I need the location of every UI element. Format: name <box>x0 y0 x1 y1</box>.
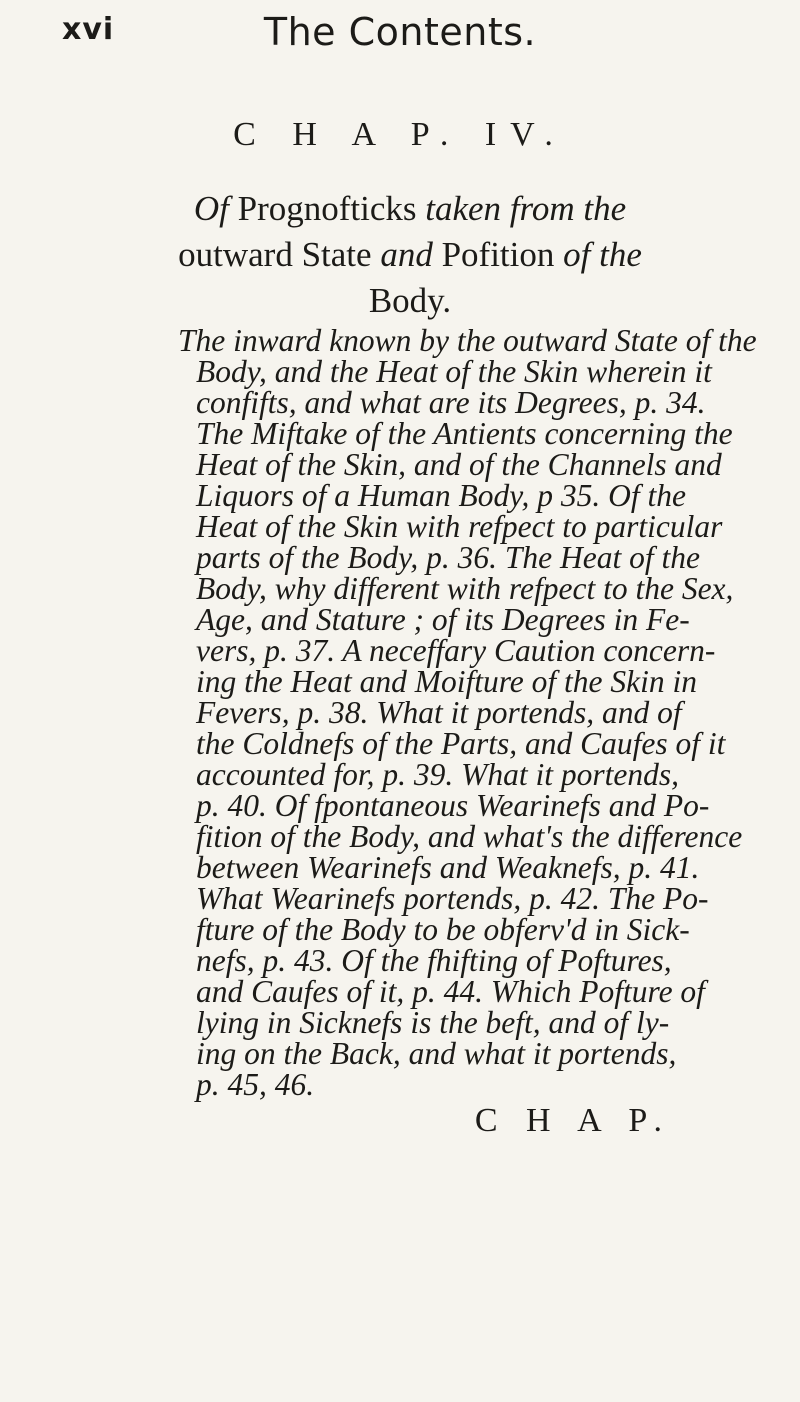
title-part: and <box>380 235 433 274</box>
title-part: Of <box>193 189 229 228</box>
summary-line: ing the Heat and Moifture of the Skin in <box>196 664 698 699</box>
summary-line: The Miftake of the Antients concerning the <box>196 416 733 451</box>
title-part: Prognofticks <box>228 189 426 228</box>
summary-line: The inward known by the outward State of the <box>178 323 757 358</box>
summary-line: between Wearinefs and Weaknefs, p. 41. <box>196 850 700 885</box>
title-part: taken from the <box>425 189 627 228</box>
summary-line: Heat of the Skin with refpect to particular <box>196 509 723 544</box>
summary-line: Body, why different with refpect to the Sex, <box>196 571 734 606</box>
summary-line: Body, and the Heat of the Skin wherein it <box>196 354 712 389</box>
summary-line: Fevers, p. 38. What it portends, and of <box>196 695 682 730</box>
summary-line: Age, and Stature ; of its Degrees in Fe- <box>196 602 690 637</box>
summary-line: Liquors of a Human Body, p 35. Of the <box>196 478 687 513</box>
summary-line: the Coldnefs of the Parts, and Caufes of it <box>196 726 726 761</box>
summary-line: fition of the Body, and what's the difference <box>196 819 743 854</box>
title-part: of the <box>563 235 642 274</box>
chapter-heading: C H A P. IV. <box>233 116 567 153</box>
summary-line: p. 45, 46. <box>196 1067 315 1102</box>
summary-line: Heat of the Skin, and of the Channels and <box>196 447 722 482</box>
summary-line: What Wearinefs portends, p. 42. The Po- <box>196 881 709 916</box>
chapter-title <box>150 186 670 324</box>
summary-line: parts of the Body, p. 36. The Heat of the <box>196 540 700 575</box>
page-folio: xvi <box>62 12 115 47</box>
summary-line: p. 40. Of fpontaneous Wearinefs and Po- <box>196 788 710 823</box>
summary-line: ing on the Back, and what it portends, <box>196 1036 677 1071</box>
title-part: Pofition <box>432 235 564 274</box>
summary-line: vers, p. 37. A neceffary Caution concern- <box>196 633 716 668</box>
summary-line: and Caufes of it, p. 44. Which Pofture of <box>196 974 705 1009</box>
running-head: The Contents. <box>263 10 537 54</box>
summary-line: accounted for, p. 39. What it portends, <box>196 757 679 792</box>
summary-line: lying in Sicknefs is the beft, and of ly- <box>196 1005 670 1040</box>
title-part: outward State <box>178 235 381 274</box>
summary-line: fture of the Body to be obferv'd in Sick- <box>196 912 690 947</box>
summary-line: confifts, and what are its Degrees, p. 34. <box>196 385 706 420</box>
title-part: Body. <box>368 281 452 320</box>
summary-line: nefs, p. 43. Of the fhifting of Poftures, <box>196 943 672 978</box>
catchword: C H A P. <box>474 1102 672 1139</box>
